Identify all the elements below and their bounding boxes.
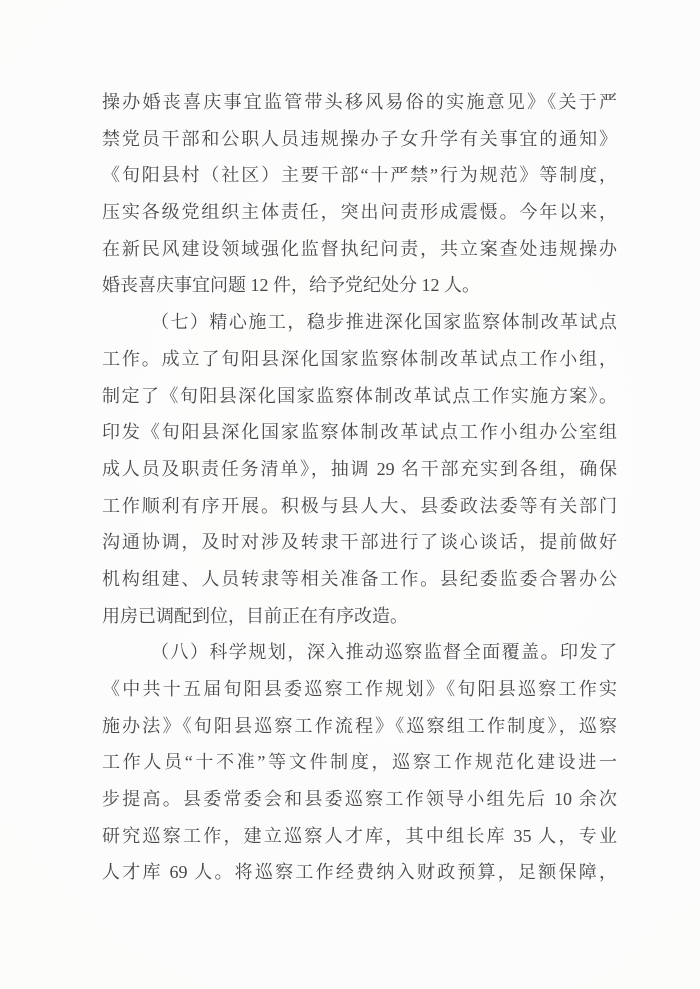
text-line: 《中共十五届旬阳县委巡察工作规划》《旬阳县巡察工作实	[102, 679, 617, 699]
text-line: 沟通协调，及时对涉及转隶干部进行了谈心谈话，提前做好	[102, 532, 617, 553]
text-line: 施办法》《旬阳县巡察工作流程》《巡察组工作制度》，巡察	[102, 715, 617, 736]
text-line: 印发《旬阳县深化国家监察体制改革试点工作小组办公室组	[102, 422, 617, 443]
text-line: 研究巡察工作，建立巡察人才库，其中组长库 35 人，专业	[102, 825, 617, 846]
text-line: 机构组建、人员转隶等相关准备工作。县纪委监委合署办公	[102, 568, 617, 589]
text-line: 工作人员“十不准”等文件制度，巡察工作规范化建设进一	[102, 752, 617, 773]
text-line: 婚丧喜庆事宜问题 12 件，给予党纪处分 12 人。	[102, 275, 480, 296]
text-line: 在新民风建设领域强化监督执纪问责，共立案查处违规操办	[102, 238, 617, 259]
text-line: 用房已调配到位，目前正在有序改造。	[102, 605, 408, 626]
text-line: 制定了《旬阳县深化国家监察体制改革试点工作实施方案》。	[102, 385, 617, 406]
text-line: 禁党员干部和公职人员违规操办子女升学有关事宜的通知》	[102, 128, 617, 149]
text-line: 人才库 69 人。将巡察工作经费纳入财政预算，足额保障，	[102, 862, 617, 883]
text-line: 工作顺利有序开展。积极与县人大、县委政法委等有关部门	[102, 495, 617, 516]
text-line: 《旬阳县村（社区）主要干部“十严禁”行为规范》等制度，	[102, 165, 617, 186]
text-line-section-7-heading: （七）精心施工，稳步推进深化国家监察体制改革试点	[151, 312, 617, 333]
text-line: 步提高。县委常委会和县委巡察工作领导小组先后 10 余次	[102, 789, 617, 810]
text-line-section-8-heading: （八）科学规划，深入推动巡察监督全面覆盖。印发了	[151, 642, 617, 663]
text-line: 工作。成立了旬阳县深化国家监察体制改革试点工作小组，	[102, 348, 617, 369]
document-body	[102, 84, 617, 891]
text-line: 成人员及职责任务清单》，抽调 29 名干部充实到各组，确保	[102, 458, 617, 479]
text-line: 操办婚丧喜庆事宜监管带头移风易俗的实施意见》《关于严	[102, 92, 617, 112]
text-line: 压实各级党组织主体责任，突出问责形成震慑。今年以来，	[102, 202, 617, 223]
